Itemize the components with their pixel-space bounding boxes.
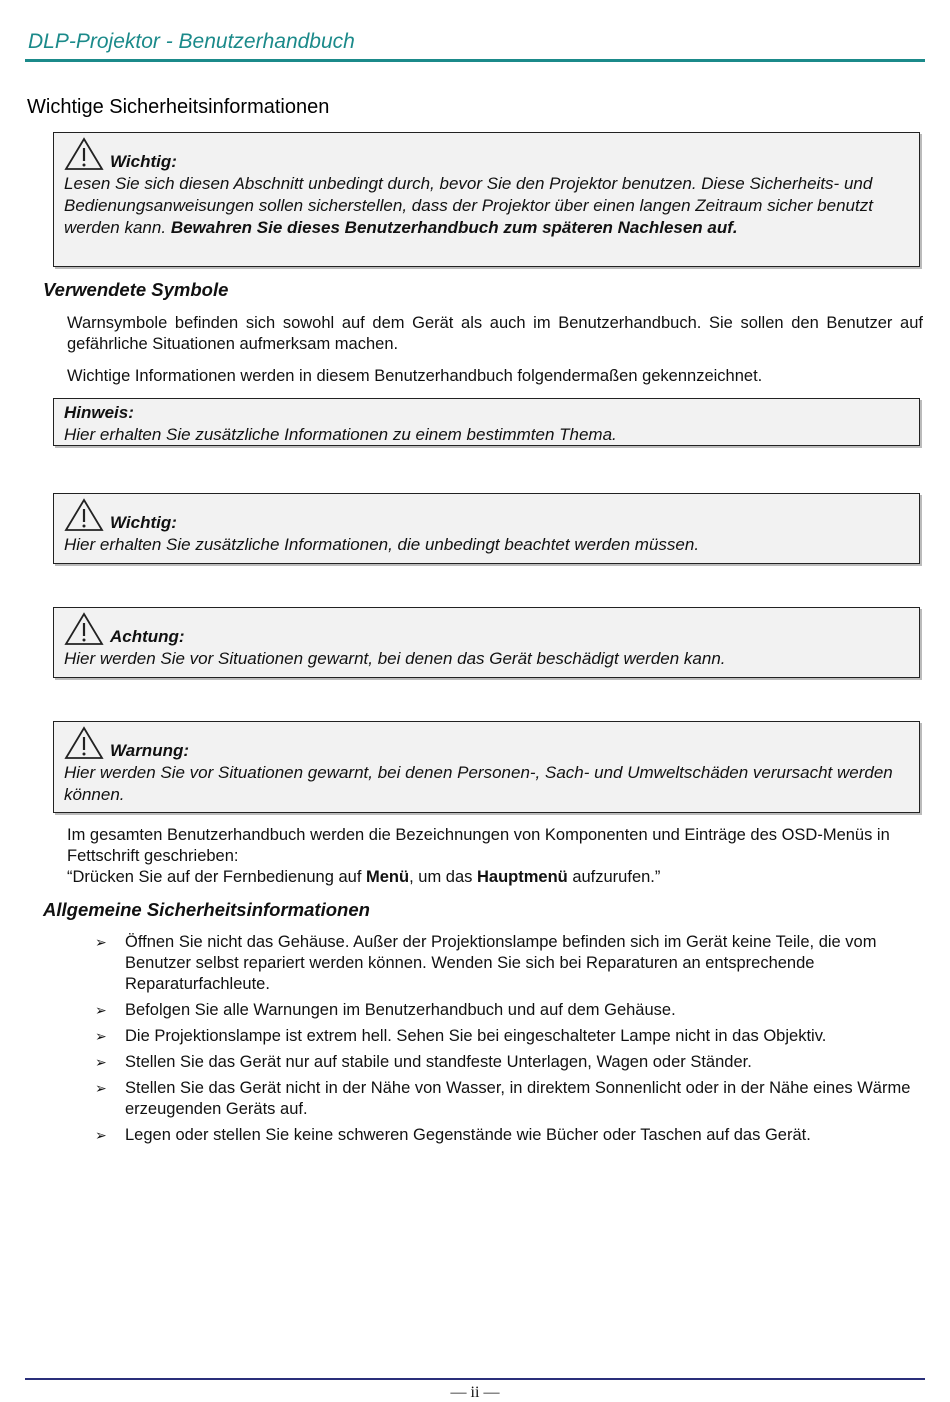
general-safety-heading: Allgemeine Sicherheitsinformationen [43, 899, 370, 920]
warning-heading: Warnung: [110, 741, 190, 760]
safety-list [95, 932, 925, 1151]
important-example-text: Hier erhalten Sie zusätzliche Informationen, die unbedingt beachtet werden müssen. [64, 535, 700, 554]
warning-triangle-icon [64, 726, 104, 760]
arrow-bullet-icon: ➢ [95, 1080, 107, 1096]
note-box [53, 398, 920, 446]
list-item: ➢ Befolgen Sie alle Warnungen im Benutzerhandbuch und auf dem Gehäuse. [95, 1001, 676, 1019]
important-example-box [53, 493, 920, 564]
warning-triangle-icon [64, 137, 104, 171]
warning-box [53, 721, 920, 813]
symbols-section-heading: Verwendete Symbole [43, 279, 229, 300]
list-item: ➢ Die Projektionslampe ist extrem hell. Sehen Sie bei eingeschalteter Lampe nicht in das Objektiv. [95, 1027, 827, 1045]
caution-box [53, 607, 920, 678]
warning-triangle-icon [64, 612, 104, 646]
caution-text: Hier werden Sie vor Situationen gewarnt, bei denen das Gerät beschädigt werden kann. [64, 649, 726, 668]
osd-line: Im gesamten Benutzerhandbuch werden die Bezeichnungen von Komponenten und Einträge des OSD-Menüs in Fettschrift geschrieben: [67, 826, 890, 865]
symbols-paragraph-1: Warnsymbole befinden sich sowohl auf dem Gerät als auch im Benutzerhandbuch. Sie sollen den Benutzer auf gefährliche Situationen aufmerksam machen. [67, 314, 923, 353]
header-divider [25, 59, 925, 62]
note-text: Hier erhalten Sie zusätzliche Informationen zu einem bestimmten Thema. [64, 425, 617, 444]
arrow-bullet-icon: ➢ [95, 1028, 107, 1044]
document-header-title: DLP-Projektor - Benutzerhandbuch [28, 30, 355, 53]
arrow-bullet-icon: ➢ [95, 1127, 107, 1143]
page-number: — ii — [450, 1384, 500, 1401]
list-item: ➢ Stellen Sie das Gerät nicht in der Nähe von Wasser, in direktem Sonnenlicht oder in der Nähe eines Wärme erzeugenden Geräts auf. [95, 1079, 911, 1118]
important-text: Lesen Sie sich diesen Abschnitt unbedingt durch, bevor Sie den Projektor benutzen. Diese Sicherheits- und Bedienungsanweisungen sollen sicherstellen, dass der Projektor über einen langen Zeitraum sicher benutzt werden kann. Bewahren Sie dieses Benutzerhandbuch zum späteren Nachlesen auf. [64, 174, 873, 237]
caution-heading: Achtung: [110, 627, 185, 646]
osd-example-quote: “Drücken Sie auf der Fernbedienung auf Menü, um das Hauptmenü aufzurufen.” [67, 868, 661, 886]
warning-triangle-icon [64, 498, 104, 532]
list-item: ➢ Öffnen Sie nicht das Gehäuse. Außer der Projektionslampe befinden sich im Gerät keine Teile, die vom Benutzer selbst repariert werden können. Wenden Sie sich bei Reparaturen an entsprechende Reparaturfachleute. [95, 933, 877, 993]
footer-divider [25, 1378, 925, 1380]
page-title: Wichtige Sicherheitsinformationen [27, 96, 330, 118]
warning-text: Hier werden Sie vor Situationen gewarnt, bei denen Personen-, Sach- und Umweltschäden verursacht werden können. [64, 763, 893, 804]
arrow-bullet-icon: ➢ [95, 1054, 107, 1070]
arrow-bullet-icon: ➢ [95, 1002, 107, 1018]
important-notice-box [53, 132, 920, 267]
important-bold-text: Bewahren Sie dieses Benutzerhandbuch zum späteren Nachlesen auf. [170, 218, 738, 237]
important-example-heading: Wichtig: [110, 513, 177, 532]
note-heading: Hinweis: [64, 403, 134, 422]
osd-paragraph [67, 825, 907, 888]
list-item: ➢ Legen oder stellen Sie keine schweren Gegenstände wie Bücher oder Taschen auf das Gerät. [95, 1126, 811, 1144]
important-heading: Wichtig: [110, 152, 177, 171]
list-item: ➢ Stellen Sie das Gerät nur auf stabile und standfeste Unterlagen, Wagen oder Ständer. [95, 1053, 752, 1071]
arrow-bullet-icon: ➢ [95, 934, 107, 950]
symbols-paragraph-2: Wichtige Informationen werden in diesem Benutzerhandbuch folgendermaßen gekennzeichnet. [67, 367, 763, 385]
main-menu-term: Hauptmenü [476, 868, 568, 886]
menu-term: Menü [366, 868, 410, 886]
